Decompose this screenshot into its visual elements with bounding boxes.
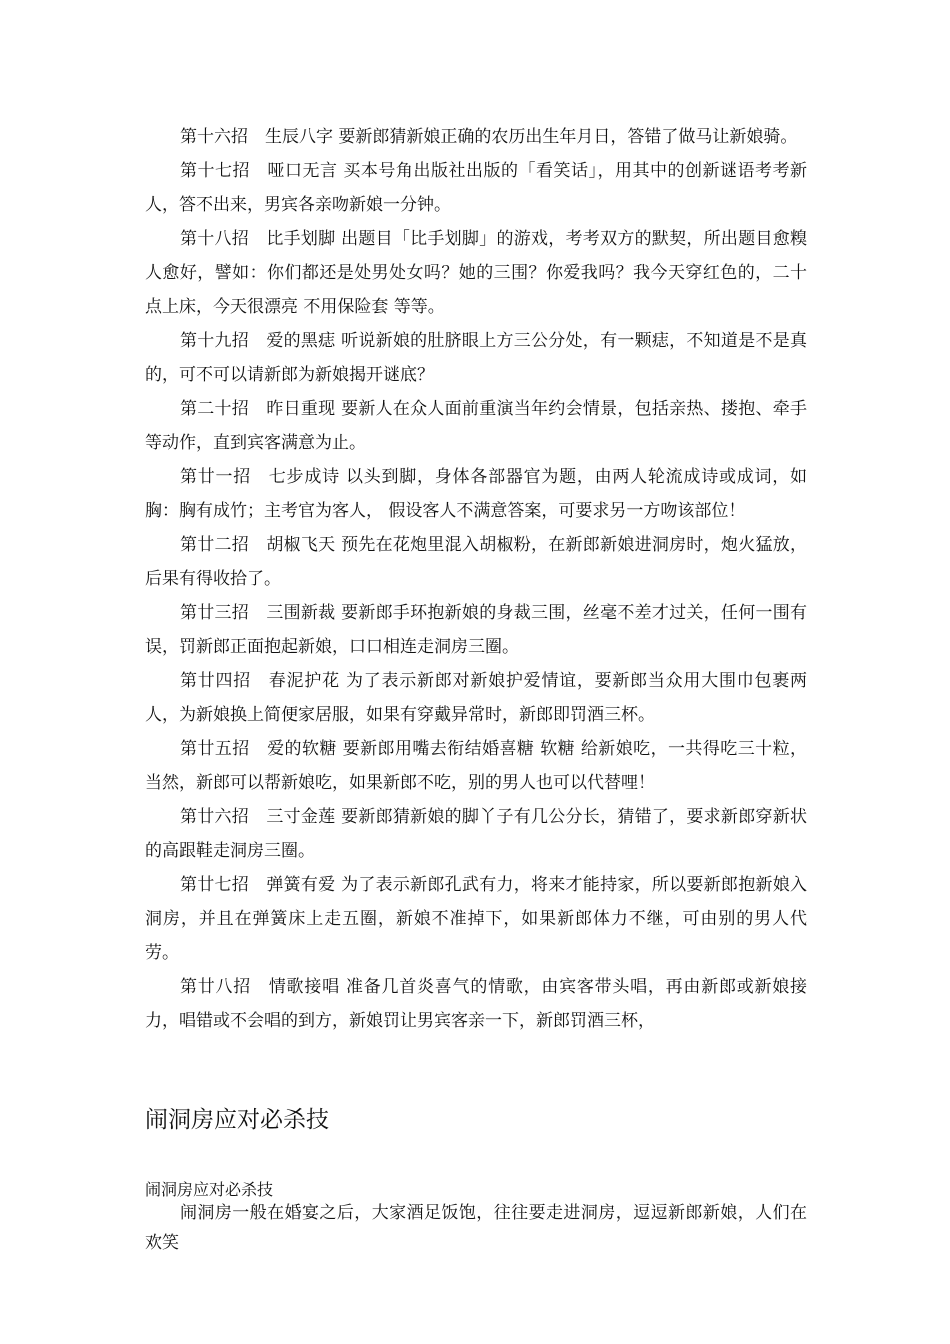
paragraph-25: 第廿五招 爱的软糖 要新郎用嘴去衔结婚喜糖 软糖 给新娘吃，一共得吃三十粒，当然，新郎可以帮新娘吃，如果新郎不吃，别的男人也可以代替哩！ xyxy=(145,739,807,793)
paragraph-22: 第廿二招 胡椒飞天 预先在花炮里混入胡椒粉，在新郎新娘进洞房时，炮火猛放，后果有得收拾了。 xyxy=(145,535,807,589)
paragraph-23: 第廿三招 三围新裁 要新郎手环抱新娘的身裁三围，丝毫不差才过关，任何一围有误，罚新郎正面抱起新娘，口口相连走洞房三圈。 xyxy=(145,603,807,657)
paragraph-27: 第廿七招 弹簧有爱 为了表示新郎孔武有力，将来才能持家，所以要新郎抱新娘入洞房，并且在弹簧床上走五圈，新娘不准掉下，如果新郎体力不继，可由别的男人代劳。 xyxy=(145,875,807,963)
paragraph-17: 第十七招 哑口无言 买本号角出版社出版的「看笑话」，用其中的创新谜语考考新人，答不出来，男宾各亲吻新娘一分钟。 xyxy=(145,161,807,215)
paragraph-28: 第廿八招 情歌接唱 准备几首炎喜气的情歌，由宾客带头唱，再由新郎或新娘接力，唱错或不会唱的到方，新娘罚让男宾客亲一下，新郎罚酒三杯， xyxy=(145,977,807,1031)
paragraph-20: 第二十招 昨日重现 要新人在众人面前重演当年约会情景，包括亲热、搂抱、牵手等动作，直到宾客满意为止。 xyxy=(145,399,807,453)
paragraph-26: 第廿六招 三寸金莲 要新郎猜新娘的脚丫子有几公分长，猜错了，要求新郎穿新状的高跟鞋走洞房三圈。 xyxy=(145,807,807,861)
paragraph-21: 第廿一招 七步成诗 以头到脚，身体各部器官为题，由两人轮流成诗或成词，如胸：胸有成竹；主考官为客人， 假设客人不满意答案，可要求另一方吻该部位！ xyxy=(145,467,807,521)
section-heading: 闹洞房应对必杀技 xyxy=(145,1107,329,1133)
section-subheading: 闹洞房应对必杀技 xyxy=(145,1180,274,1199)
article-body xyxy=(145,120,807,1038)
paragraph-16: 第十六招 生辰八字 要新郎猜新娘正确的农历出生年月日，答错了做马让新娘骑。 xyxy=(180,127,798,147)
paragraph-24: 第廿四招 春泥护花 为了表示新郎对新娘护爱情谊，要新郎当众用大围巾包裹两人，为新娘换上简便家居服，如果有穿戴异常时，新郎即罚酒三杯。 xyxy=(145,671,807,725)
paragraph-18: 第十八招 比手划脚 出题目「比手划脚」的游戏，考考双方的默契，所出题目愈糗人愈好，譬如：你们都还是处男处女吗？她的三围？你爱我吗？我今天穿红色的，二十点上床，今天很漂亮 不用保险套 等等。 xyxy=(145,229,807,317)
intro-paragraph: 闹洞房一般在婚宴之后，大家酒足饭饱，往往要走进洞房，逗逗新郎新娘，人们在欢笑 xyxy=(145,1203,807,1253)
paragraph-19: 第十九招 爱的黑痣 听说新娘的肚脐眼上方三公分处，有一颗痣，不知道是不是真的，可不可以请新郎为新娘揭开谜底？ xyxy=(145,331,807,385)
